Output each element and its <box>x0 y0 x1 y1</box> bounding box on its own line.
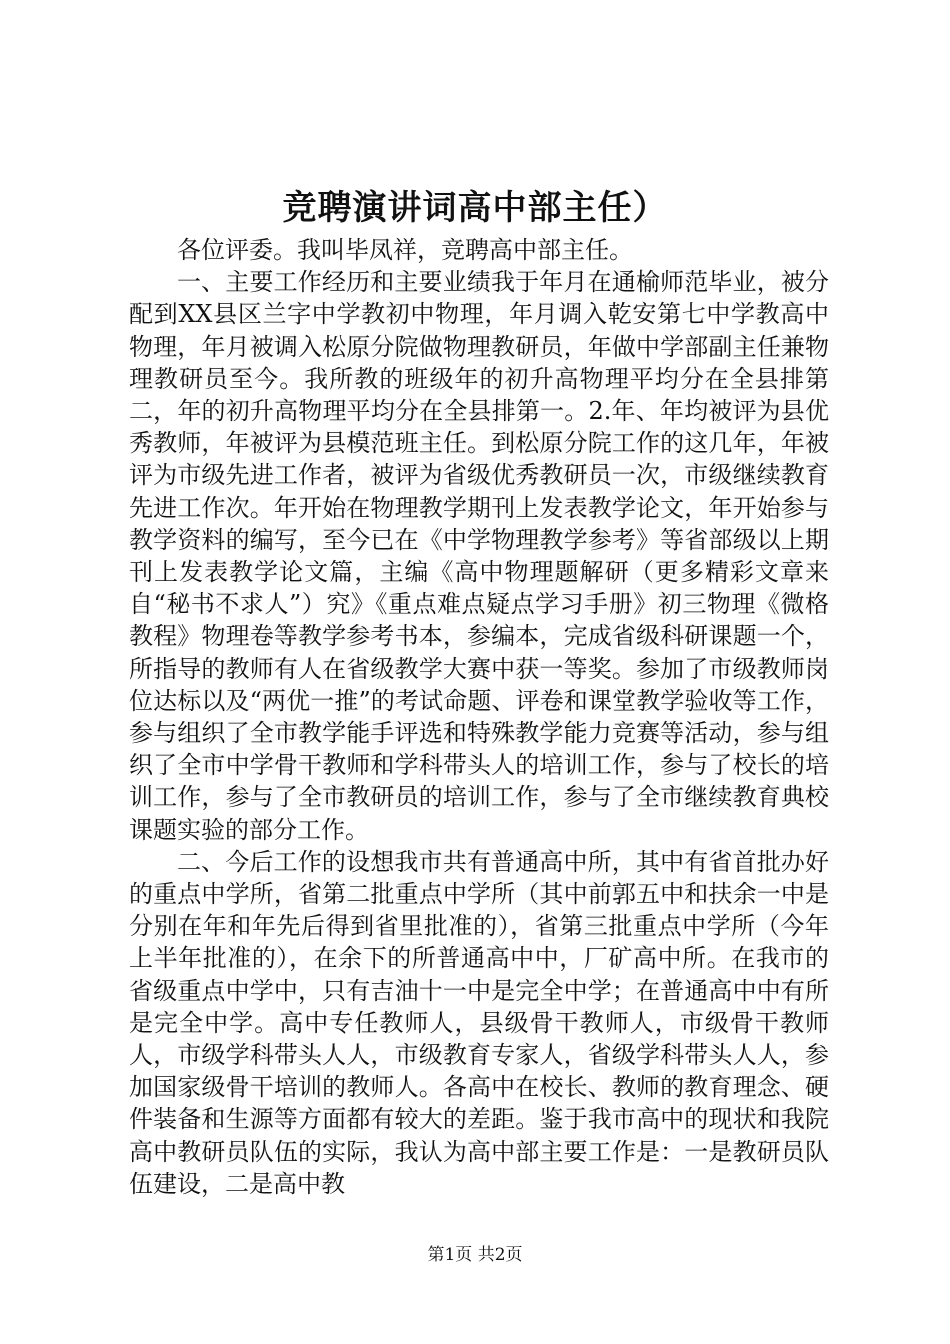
document-title: 竞聘演讲词高中部主任） <box>282 188 668 228</box>
paragraph-work-experience: 一、主要工作经历和主要业绩我于年月在通榆师范毕业，被分配到XX县区兰字中学教初中物理，年月调入乾安第七中学教高中物理，年月被调入松原分院做物理教研员，年做中学部副主任兼物理教研员至今。我所教的班级年的初升高物理平均分在全县排第二，年的初升高物理平均分在全县排第一。2.年、年均被评为县优秀教师，年被评为县模范班主任。到松原分院工作的这几年，年被评为市级先进工作者，被评为省级优秀教研员一次，市级继续教育先进工作次。年开始在物理教学期刊上发表教学论文，年开始参与教学资料的编写，至今已在《中学物理教学参考》等省部级以上期刊上发表教学论文篇，主编《高中物理题解研（更多精彩文章来自“秘书不求人”）究》《重点难点疑点学习手册》初三物理《微格教程》物理卷等教学参考书本，参编本，完成省级科研课题一个，所指导的教师有人在省级教学大赛中获一等奖。参加了市级教师岗位达标以及“两优一推”的考试命题、评卷和课堂教学验收等工作，参与组织了全市教学能手评选和特殊教学能力竞赛等活动，参与组织了全市中学骨干教师和学科带头人的培训工作，参与了校长的培训工作，参与了全市教研员的培训工作，参与了全市继续教育典校课题实验的部分工作。 <box>129 268 829 844</box>
paragraph-future-plans: 二、今后工作的设想我市共有普通高中所，其中有省首批办好的重点中学所，省第二批重点中学所（其中前郭五中和扶余一中是分别在年和年先后得到省里批准的），省第三批重点中学所（今年上半年批准的），在余下的所普通高中中，厂矿高中所。在我市的省级重点中学中，只有吉油十一中是完全中学；在普通高中中有所是完全中学。高中专任教师人，县级骨干教师人，市级骨干教师人，市级学科带头人人，市级教育专家人，省级学科带头人人，参加国家级骨干培训的教师人。各高中在校长、教师的教育理念、硬件装备和生源等方面都有较大的差距。鉴于我市高中的现状和我院高中教研员队伍的实际，我认为高中部主要工作是：一是教研员队伍建设，二是高中教 <box>129 847 829 1198</box>
document-body <box>129 234 829 1200</box>
paragraph-greeting: 各位评委。我叫毕凤祥，竞聘高中部主任。 <box>177 236 633 264</box>
page-number-footer: 第1页 共2页 <box>427 1245 523 1265</box>
